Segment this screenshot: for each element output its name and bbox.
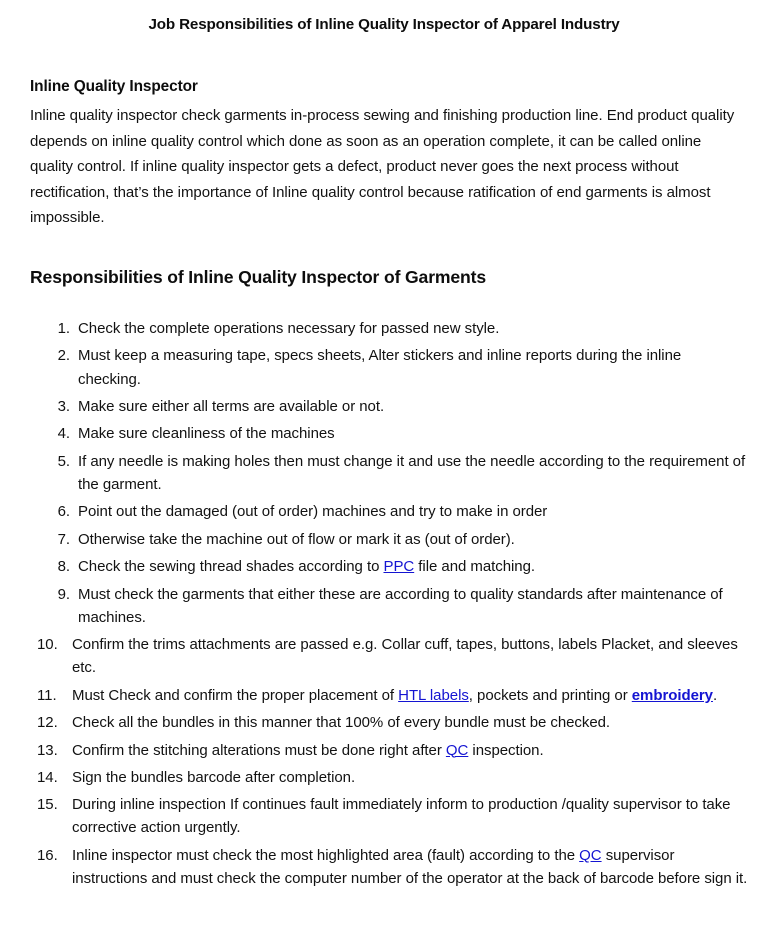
list-item-text: Check the sewing thread shades according to <box>78 558 384 576</box>
list-item-text: During inline inspection If continues fault immediately inform to production /quality supervisor to take corrective action urgently. <box>72 796 731 837</box>
inline-link[interactable]: PPC <box>383 558 415 576</box>
section-heading-inline-quality-inspector: Inline Quality Inspector <box>30 78 198 95</box>
list-item <box>30 395 748 418</box>
list-item-text: Inline inspector must check the most highlighted area (fault) according to the <box>72 846 580 864</box>
list-item <box>30 422 748 445</box>
list-item-text: Check the complete operations necessary for passed new style. <box>78 320 500 337</box>
inline-link[interactable]: QC <box>445 741 469 759</box>
list-item <box>30 555 748 578</box>
list-item <box>30 344 748 390</box>
list-item-text: file and matching. <box>414 558 535 576</box>
list-item-number: 14. <box>37 768 58 786</box>
list-item-text: Must Check and confirm the proper placement of <box>72 686 399 704</box>
list-item-text: , pockets and printing or <box>468 686 632 704</box>
list-item <box>30 684 748 707</box>
list-item-number: 10. <box>37 636 58 654</box>
list-item-text: Check all the bundles in this manner that 100% of every bundle must be checked. <box>72 714 611 732</box>
list-item <box>30 766 748 789</box>
list-item-text: Make sure either all terms are available or not. <box>78 397 385 415</box>
list-item-text: Otherwise take the machine out of flow or mark it as (out of order). <box>78 530 515 548</box>
responsibilities-list <box>30 317 748 890</box>
list-item-text: . <box>712 686 718 704</box>
list-item-text: inspection. <box>468 741 544 759</box>
list-item-text: Point out the damaged (out of order) machines and try to make in order <box>78 503 548 521</box>
list-item-number: 16. <box>37 846 58 864</box>
list-item <box>30 317 748 340</box>
section-heading-responsibilities: Responsibilities of Inline Quality Inspector of Garments <box>30 267 486 287</box>
list-item-number: 8. <box>57 558 70 576</box>
list-item-number: 11. <box>37 686 57 704</box>
list-item-text: Make sure cleanliness of the machines <box>78 425 335 443</box>
list-item-text: Must keep a measuring tape, specs sheets, Alter stickers and inline reports during the inline checking. <box>78 347 682 388</box>
list-item-number: 6. <box>57 503 70 521</box>
list-item <box>30 500 748 523</box>
list-item-text: Sign the bundles barcode after completion. <box>72 768 356 786</box>
inline-link[interactable]: HTL labels <box>398 686 469 704</box>
list-item <box>30 739 748 762</box>
list-item-number: 13. <box>37 741 58 759</box>
list-item-number: 15. <box>37 796 58 814</box>
list-item-number: 4. <box>57 425 70 443</box>
list-item <box>30 844 748 890</box>
list-item-text: supervisor instructions and must check the computer number of the operator at the back of barcode before sign it. <box>72 846 748 888</box>
list-item-text: If any needle is making holes then must change it and use the needle according to the requirement of the garment. <box>78 452 746 493</box>
list-item-number: 3. <box>57 397 70 415</box>
list-item-text: Confirm the stitching alterations must be done right after <box>72 741 446 759</box>
list-item-text: Confirm the trims attachments are passed e.g. Collar cuff, tapes, buttons, labels Placket, and sleeves etc. <box>72 636 738 677</box>
list-item <box>30 793 748 839</box>
list-item <box>30 711 748 734</box>
section-inline-quality-inspector <box>30 76 748 231</box>
inline-link[interactable]: embroidery <box>631 686 713 704</box>
list-item-number: 5. <box>57 452 70 470</box>
document-title: Job Responsibilities of Inline Quality Inspector of Apparel Industry <box>148 16 620 33</box>
list-item <box>30 528 748 551</box>
list-item-number: 7. <box>57 530 70 548</box>
list-item <box>30 633 748 679</box>
list-item-text: Must check the garments that either these are according to quality standards after maintenance of machines. <box>78 585 723 626</box>
list-item-number: 2. <box>57 347 70 365</box>
list-item-number: 9. <box>57 585 70 603</box>
intro-paragraph: Inline quality inspector check garments in-process sewing and finishing production line. End product quality depends on inline quality control which done as soon as an operation complete, it can be called online quality control. If inline quality inspector gets a defect, product never goes the next process without rectification, that’s the importance of Inline quality control because ratification of end garments is almost impossible. <box>30 107 735 227</box>
list-item-number: 1. <box>57 320 70 337</box>
list-item <box>30 583 748 629</box>
inline-link[interactable]: QC <box>579 846 602 864</box>
list-item <box>30 450 748 496</box>
responsibilities-list-container <box>30 317 748 894</box>
list-item-number: 12. <box>37 714 58 732</box>
section-responsibilities <box>30 265 748 289</box>
